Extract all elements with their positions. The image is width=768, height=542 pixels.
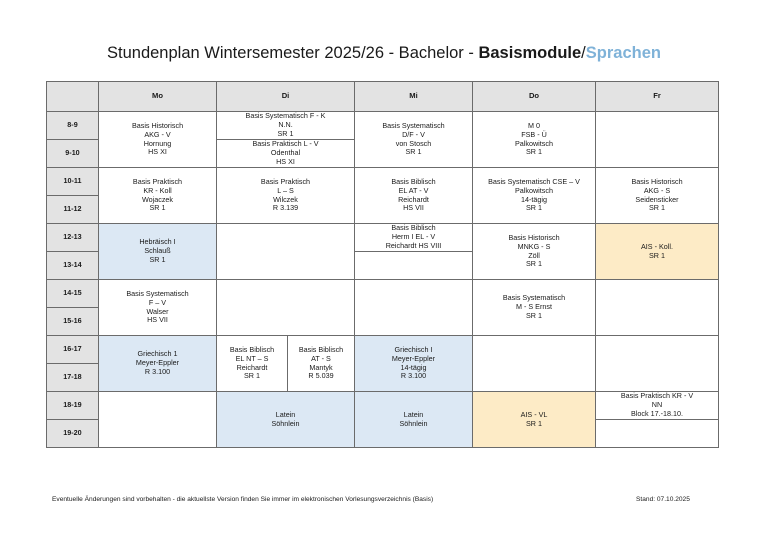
course-line: Basis Praktisch (132, 177, 183, 187)
course-line: Basis Praktisch KR - V (620, 391, 694, 401)
course-cell (99, 280, 217, 336)
course-line: F – V (148, 297, 167, 307)
course-cell (473, 224, 596, 280)
course-line: AIS - VL (520, 409, 548, 419)
course-line: Wilczek (273, 194, 298, 204)
course-line: SR 1 (649, 203, 665, 213)
course-line: Basis Historisch (631, 177, 683, 187)
course-cell (217, 140, 355, 168)
empty-cell (596, 280, 719, 336)
day-header-mi: Mi (355, 82, 473, 112)
time-label: 8-9 (47, 112, 99, 140)
course-line: R 5.039 (308, 371, 334, 381)
course-line: L – S (277, 185, 294, 195)
course-cell (473, 392, 596, 448)
course-line: 14-tägig (521, 194, 547, 204)
course-line: M - S Ernst (516, 302, 552, 312)
course-line: Latein (275, 409, 296, 419)
course-line: Odenthal (270, 148, 301, 158)
course-cell (355, 112, 473, 168)
course-line: Basis Praktisch (260, 177, 311, 187)
course-cell (217, 392, 355, 448)
course-line: SR 1 (526, 147, 542, 157)
course-line: Basis Biblisch (391, 223, 436, 233)
empty-cell (596, 336, 719, 392)
empty-cell (596, 112, 719, 168)
course-line: SR 1 (526, 259, 542, 269)
time-label: 11-12 (47, 196, 99, 224)
day-header-do: Do (473, 82, 596, 112)
course-cell (217, 336, 288, 392)
corner-cell (47, 82, 99, 112)
course-cell (99, 336, 217, 392)
course-line: Basis Systematisch (502, 293, 566, 303)
course-line: SR 1 (526, 310, 542, 320)
course-line: Latein (403, 409, 424, 419)
time-label: 15-16 (47, 308, 99, 336)
course-line: AKG - V (144, 129, 171, 139)
course-cell (473, 168, 596, 224)
course-line: HS VII (403, 203, 424, 213)
title-basismodule: Basismodule (478, 44, 582, 62)
course-cell (99, 112, 217, 168)
course-line: SR 1 (244, 371, 260, 381)
empty-cell (99, 392, 217, 448)
course-line: SR 1 (277, 128, 294, 138)
course-line: KR - Koll (143, 185, 172, 195)
course-line: Basis Historisch (131, 121, 184, 131)
time-label: 14-15 (47, 280, 99, 308)
course-line: Reichardt (236, 362, 268, 372)
course-line: Zöll (528, 250, 540, 260)
course-line: SR 1 (149, 203, 166, 213)
day-header-mo: Mo (99, 82, 217, 112)
course-cell (596, 224, 719, 280)
course-cell (217, 168, 355, 224)
course-line: HS VII (147, 315, 168, 325)
course-line: FSB - Ü (521, 129, 547, 139)
course-line: N.N. (278, 120, 293, 130)
course-line: Mantyk (309, 362, 333, 372)
footer-disclaimer: Eventuelle Änderungen sind vorbehalten - die aktuellste Version finden Sie immer im elektronischen Vorlesungsverzeichnis (Basis) (52, 496, 434, 503)
course-line: Basis Biblisch (298, 345, 344, 355)
course-cell (473, 112, 596, 168)
course-cell (99, 224, 217, 280)
course-line: R 3.139 (272, 203, 299, 213)
title-sprachen: Sprachen (585, 44, 661, 62)
course-line: Herm I EL - V (391, 232, 436, 242)
empty-cell (355, 280, 473, 336)
course-line: AIS - Koll. (641, 241, 673, 251)
course-cell (355, 336, 473, 392)
course-line: Basis Biblisch (391, 177, 436, 187)
course-line: Basis Systematisch F - K (245, 111, 326, 121)
course-line: von Stosch (395, 138, 432, 148)
course-cell (288, 336, 355, 392)
time-label: 17-18 (47, 364, 99, 392)
course-line: Hebräisch I (139, 237, 176, 247)
course-line: Basis Systematisch (382, 121, 445, 131)
course-cell (596, 392, 719, 420)
course-line: SR 1 (405, 147, 422, 157)
course-line: Söhnlein (399, 418, 428, 428)
course-line: NN (651, 400, 663, 410)
page-title (0, 44, 768, 63)
empty-cell (355, 252, 473, 280)
course-line: Söhnlein (271, 418, 300, 428)
timetable (46, 81, 719, 448)
course-line: Meyer-Eppler (135, 358, 180, 368)
course-line: SR 1 (526, 418, 542, 428)
course-line: EL NT – S (235, 353, 269, 363)
course-line: Griechisch I (394, 345, 433, 355)
course-line: Basis Systematisch CSE – V (488, 177, 580, 187)
course-line: Palkowitsch (515, 185, 553, 195)
course-line: R 3.100 (144, 366, 171, 376)
day-header-fr: Fr (596, 82, 719, 112)
course-line: Basis Systematisch (126, 289, 189, 299)
day-header-di: Di (217, 82, 355, 112)
time-label: 12-13 (47, 224, 99, 252)
course-line: Block 17.-18.10. (631, 408, 683, 418)
course-line: Basis Biblisch (229, 345, 275, 355)
course-cell (217, 112, 355, 140)
course-line: Schlauß (144, 246, 171, 256)
course-cell (355, 168, 473, 224)
course-cell (355, 224, 473, 252)
course-line: 14-tägig (400, 362, 427, 372)
time-label: 18-19 (47, 392, 99, 420)
course-line: Palkowitsch (515, 138, 553, 148)
empty-cell (217, 224, 355, 280)
course-line: Walser (146, 306, 169, 316)
course-line: D/F - V (402, 129, 425, 139)
time-label: 16-17 (47, 336, 99, 364)
time-label: 9-10 (47, 140, 99, 168)
course-line: Griechisch 1 (137, 349, 178, 359)
time-label: 10-11 (47, 168, 99, 196)
course-line: SR 1 (149, 254, 166, 264)
course-line: M 0 (528, 121, 540, 131)
course-line: R 3.100 (400, 371, 427, 381)
course-cell (596, 168, 719, 224)
title-main: Stundenplan Wintersemester 2025/26 - Bachelor - (107, 44, 479, 62)
course-cell (355, 392, 473, 448)
course-line: Basis Praktisch L - V (252, 139, 319, 149)
course-line: AT - S (311, 353, 331, 363)
course-line: Wojaczek (141, 194, 174, 204)
course-line: SR 1 (649, 250, 665, 260)
course-line: Seidensticker (635, 194, 679, 204)
course-line: Hornung (143, 138, 172, 148)
course-cell (99, 168, 217, 224)
course-line: MNKG - S (517, 241, 551, 251)
course-cell (473, 280, 596, 336)
course-line: Basis Historisch (508, 233, 560, 243)
empty-cell (217, 280, 355, 336)
footer-date: Stand: 07.10.2025 (636, 496, 690, 503)
time-label: 13-14 (47, 252, 99, 280)
course-line: HS XI (276, 156, 295, 166)
time-label: 19-20 (47, 420, 99, 448)
empty-cell (596, 420, 719, 448)
course-line: EL AT - V (398, 185, 429, 195)
course-line: Reichardt HS VIII (385, 240, 442, 250)
empty-cell (473, 336, 596, 392)
course-line: Meyer-Eppler (391, 353, 436, 363)
title-slash: / (581, 44, 586, 62)
course-line: AKG - S (643, 185, 671, 195)
course-line: HS XI (148, 147, 167, 157)
course-line: Reichardt (398, 194, 429, 204)
course-line: SR 1 (526, 203, 542, 213)
